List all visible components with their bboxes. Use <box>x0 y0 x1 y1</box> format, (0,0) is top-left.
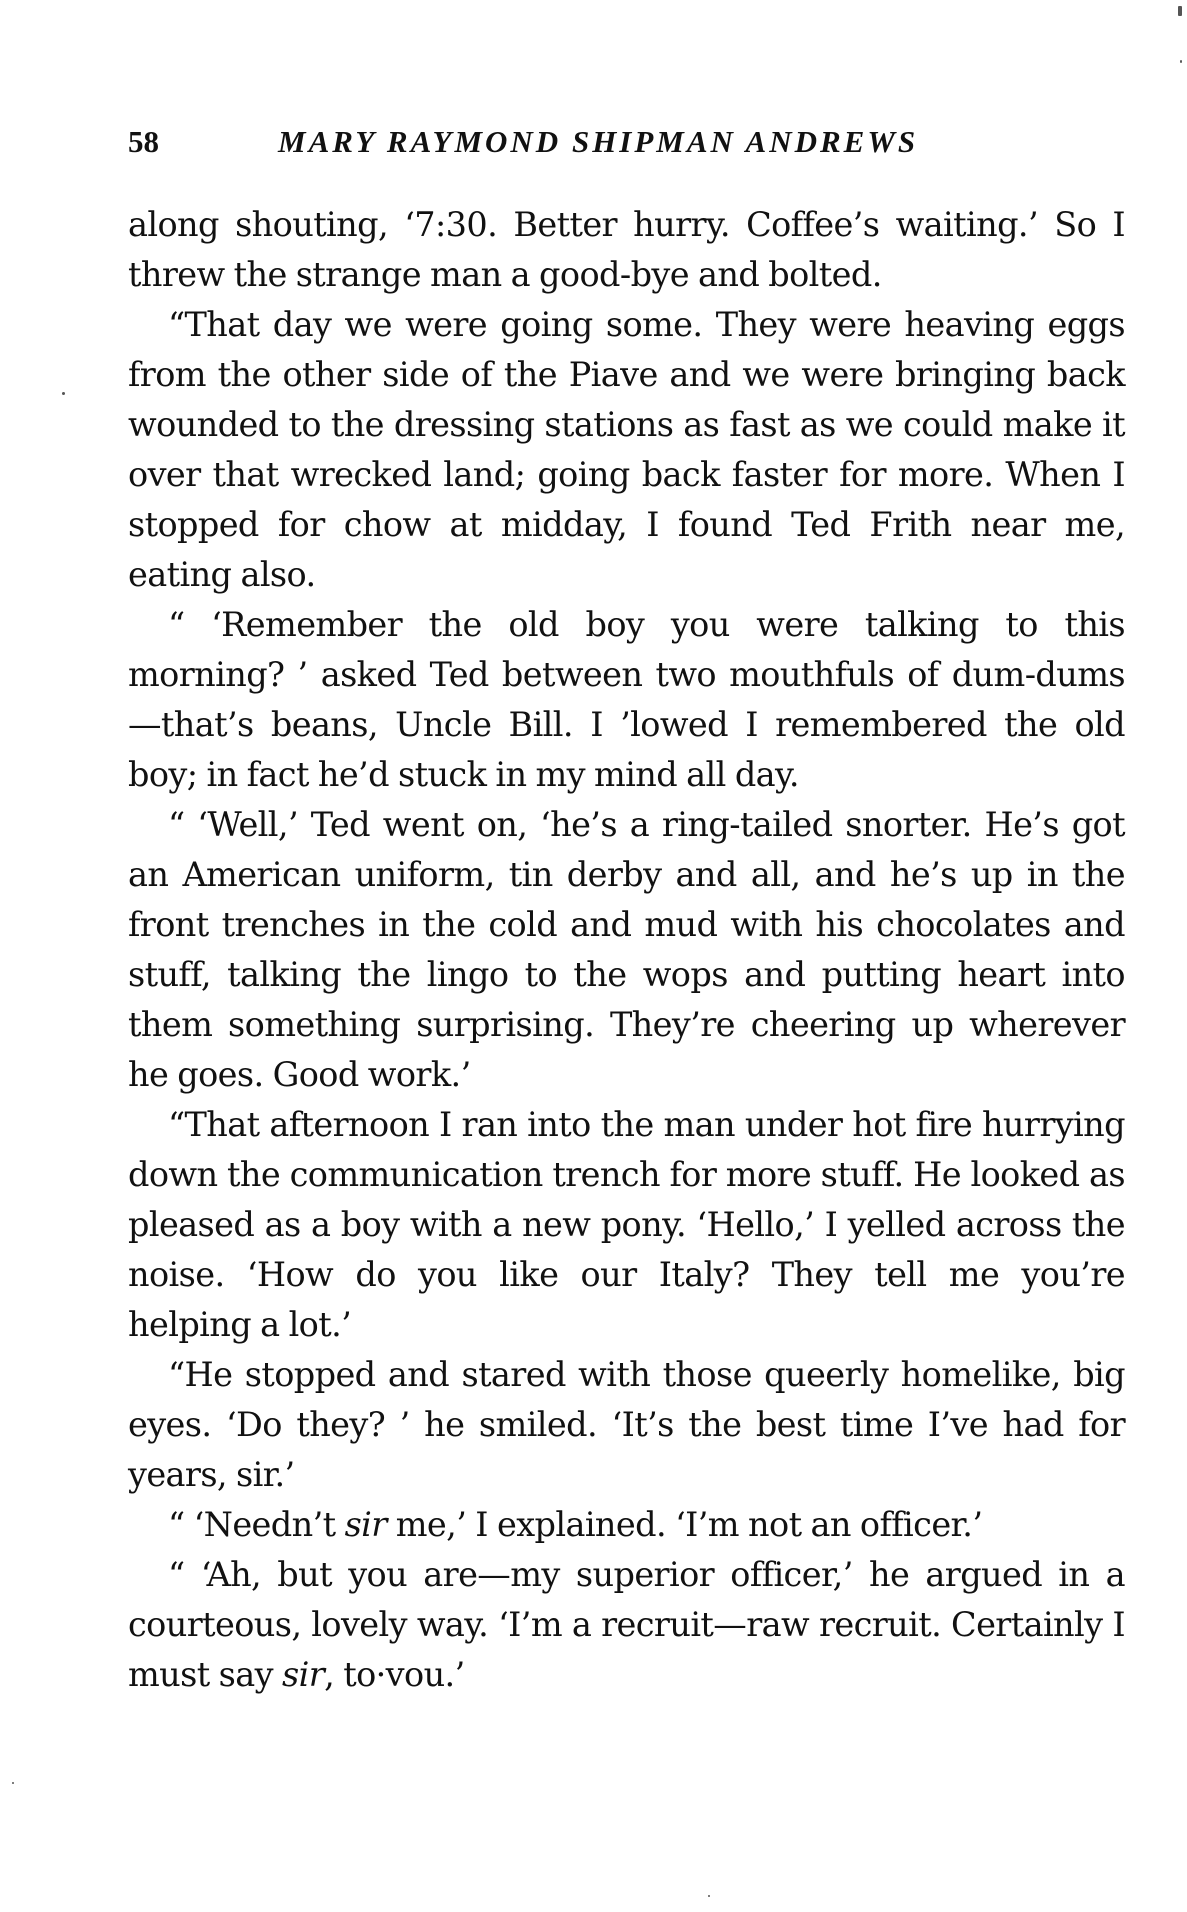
body-text <box>128 200 1125 1700</box>
paragraph <box>128 1500 1125 1550</box>
text-run: “ ‘Ah, but you are—my superior officer,’ he argued in a courteous, lovely way. ‘I’m a recruit—raw recruit. Certainly I must say <box>128 1555 1125 1694</box>
italic-word: sir <box>344 1505 387 1544</box>
text-run: “ ‘Needn’t <box>168 1505 345 1544</box>
paragraph: “That day we were going some. They were heaving eggs from the other side of the Piave and we were bringing back wounded to the dressing stations as fast as we could make it over that wrecked land; going back faster for more. When I stopped for chow at midday, I found Ted Frith near me, eating also. <box>128 305 1125 594</box>
paragraph: “ ‘Well,’ Ted went on, ‘he’s a ring-tailed snorter. He’s got an American uniform, tin derby and all, and he’s up in the front trenches in the cold and mud with his chocolates and stuff, talking the lingo to the wops and putting heart into them something surprising. They’re cheering up wherever he goes. Good work.’ <box>128 805 1125 1094</box>
page-number: 58 <box>128 124 159 159</box>
paragraph: along shouting, ‘7:30. Better hurry. Coffee’s waiting.’ So I threw the strange man a good-bye and bolted. <box>128 205 1125 294</box>
ink-speck <box>708 1895 710 1897</box>
paragraph: “He stopped and stared with those queerly homelike, big eyes. ‘Do they? ’ he smiled. ‘It’s the best time I’ve had for years, sir.’ <box>128 1355 1125 1494</box>
text-run: me,’ I explained. ‘I’m not an officer.’ <box>386 1505 983 1544</box>
italic-word: sir <box>281 1655 325 1694</box>
running-title: MARY RAYMOND SHIPMAN ANDREWS <box>278 124 919 159</box>
ink-speck <box>62 392 65 395</box>
ink-speck <box>12 1782 14 1784</box>
paragraph <box>128 1550 1125 1700</box>
running-head <box>128 124 1120 164</box>
ink-speck <box>1180 60 1182 63</box>
text-run: , to·vou.’ <box>324 1655 465 1694</box>
paragraph: “That afternoon I ran into the man under hot fire hurrying down the communication trench for more stuff. He looked as pleased as a boy with a new pony. ‘Hello,’ I yelled across the noise. ‘How do you like our Italy? They tell me you’re helping a lot.’ <box>128 1105 1125 1344</box>
ink-speck <box>1178 6 1182 16</box>
paragraph: “ ‘Remember the old boy you were talking to this morning? ’ asked Ted between two mouthfuls of dum-dums—that’s beans, Uncle Bill. I ’lowed I remembered the old boy; in fact he’d stuck in my mind all day. <box>128 605 1125 794</box>
